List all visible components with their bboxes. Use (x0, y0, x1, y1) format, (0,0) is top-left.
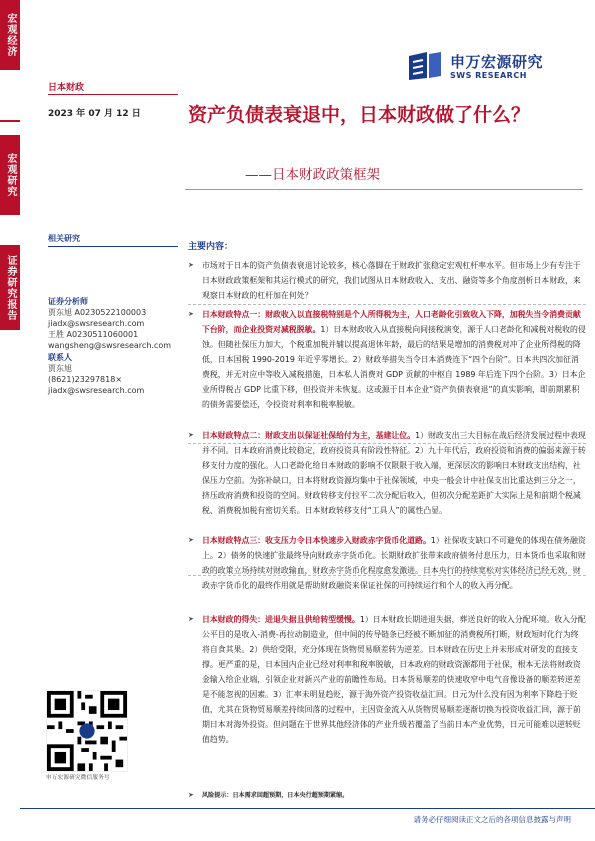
qr-code-icon (46, 690, 128, 772)
left-sidebar (0, 0, 20, 841)
report-subtitle: ——日本财政政策框架 (245, 167, 380, 183)
footer-disclaimer: 请务必仔细阅读正文之后的各项信息披露与声明 (413, 815, 571, 824)
point-three-heading: 日本财政特点三：收支压力令日本快速步入财政赤字货币化道路。 (202, 536, 431, 545)
logo-subtitle: SWS RESEARCH (450, 71, 527, 80)
related-research-label: 相关研究 (48, 234, 80, 243)
risk-heading: 风险提示： (202, 792, 233, 799)
contents-label: 主要内容： (188, 242, 234, 252)
gains-losses-heading: 日本财政的得失：进退失据且供给转型缓慢。 (202, 615, 360, 624)
contact-line: jiadx@swsresearch.com (48, 386, 145, 395)
intro-text: 市场对于日本的资产负债表衰退讨论较多，核心落脚在于财政扩张稳定宏观杠杆率水平。但市场上少有专注于日本财政政策框架和其运行模式的研究，我们试图从日本财政收入、支出、融资等多个角度剖析日本财政，来观察日本财政的杠杆加在何处？ (202, 261, 581, 300)
logo-title: 申万宏源研究 (450, 53, 544, 71)
footer-divider (20, 808, 595, 809)
bullet-arrow-icon: ➤ (188, 536, 194, 544)
sidebar-tab-label: 宏观研究 (5, 153, 16, 197)
analyst-line: jiadx@swsresearch.com (48, 319, 145, 328)
bullet-arrow-icon: ➤ (188, 310, 194, 318)
contact-line: 贾东旭 (48, 364, 72, 373)
point-three-paragraph (188, 533, 586, 593)
report-category: 日本财政 (48, 83, 85, 93)
sidebar-tab-macro-research (0, 135, 20, 215)
sidebar-tab-securities-report (0, 245, 20, 330)
gains-losses-body: 1）日本财政长期进退失据，葬送良好的收入分配环境。收入分配公平目的是收入-消费-再拉动制造业，但中间的传导链条已经被不断加征的消费税所打断，财政短时化行为终将自食其果。2）供给受限，充分体现在货物贸易顺差转为逆差。日本财政在历史上并未形成对研发的直接支撑。更严重的是，日本国内企业已经对利率和税率脱敏，日本政府的财政资源都用于社保，根本无法将财政资金输入给企业端，引领企业对新兴产业的前瞻性布局。日本货易顺差的快速收窄中电气音像设备的顺差转逆差是不能忽视的因素。3）汇率未明显趋贬，源于海外资产投资收益汇回。日元为什么没有因为利率下降趋于贬值，尤其在货物贸易顺差持续回落的过程中，主因资金流入从货物贸易顺差逐渐切换为投资收益汇回，源于前期日本对海外投资。但问题在于世界其他经济体的产业升级若覆盖了当前日本产业优势，日元可能难以逆转贬值趋势。 (202, 615, 586, 744)
point-two-paragraph (188, 428, 586, 518)
point-three-body: 1）社保收支缺口不可避免的体现在债务融资上。2）债务的快速扩张最终导向财政赤字货币化。长期财政扩张带来政府债务付息压力，日本货币也采取和财政的政策立场持续对财政输血，财政赤字货币化程度愈发激进。日本央行的持续宽松对实体经济已经无效，财政赤字货币化的最终作用就是帮助财政融资来保证社保的可持续运行和个人的收入再分配。 (202, 536, 586, 590)
section-divider (188, 304, 586, 305)
bullet-arrow-icon: ➤ (188, 791, 194, 799)
sidebar-tab-label: 证券研究报告 (5, 254, 16, 321)
sidebar-tab-label: 宏观经济 (5, 13, 16, 57)
point-one-paragraph (188, 307, 586, 412)
category-underline (48, 94, 178, 95)
point-one-heading: 日本财政特点一：财政收入以直接税特别是个人所得税为主，人口老龄化引致收入下降，加税失当令消费贡献下台阶，而企业投资对减税脱敏。 (202, 310, 581, 334)
title-divider (185, 189, 583, 190)
bullet-arrow-icon: ➤ (188, 431, 194, 439)
report-date: 2023 年 07 月 12 日 (48, 109, 141, 119)
sidebar-divider (0, 120, 20, 122)
contact-line: (8621)23297818× (48, 375, 123, 384)
point-one-body: 1）日本财政收入从直接税向间接税演变，源于人口老龄化和减税对税收的侵蚀。但随社保压力加大，个税重加税并辅以提高退休年龄，最后的结果是增加的消费税对冲了企业所得税的降低，日本国税 1990-2019 年近乎零增长。2）财政举措失当令日本消费连下“四个台阶”。日本共四次加征消费税，并无对应中等收入减税措施，日本私人消费对 GDP 贡献的中枢自 1989 年后连下四个台阶。3）日本企业所得税占 GDP 比重下移，但投资并未恢复。这或源于日本企业“资产负债表衰退”的真实影响，即前期累积的债务需要偿还，令投资对利率和税率脱敏。 (202, 325, 586, 409)
contact-label: 联系人 (48, 353, 72, 362)
bullet-arrow-icon: ➤ (188, 615, 194, 623)
analysts-label: 证券分析师 (48, 297, 88, 306)
analyst-line: 贾东旭 A0230522100003 (48, 308, 147, 317)
risk-body: 日本需求回超预期，日本央行超预期紧缩。 (232, 792, 349, 799)
qr-label: 申万宏源研究微信服务号 (46, 775, 110, 781)
bullet-arrow-icon: ➤ (188, 261, 194, 269)
gains-losses-paragraph (188, 612, 586, 747)
sidebar-tab-macro-economy (0, 0, 20, 70)
related-divider (48, 246, 178, 247)
report-title: 资产负债表衰退中，日本财政做了什么？ (188, 104, 531, 126)
point-two-body: 1）财政支出三大目标在战后经济发展过程中表现并不同。日本政府消费比较稳定，政府投资具有阶段性特征。2）九十年代后，政府投资和消费的偏弱来源于转移支付力度的强化。人口老龄化给日本财政的影响不仅限限于收入端，更深层次的影响日本财政支出结构，社保压力空前。为弥补缺口，日本将财政资源均集中于社保领域，中央一般会计中社保支出比重达到三分之一，挤压政府消费和投资的空间。财政转移支付拉平二次分配后收入，但初次分配差距扩大实际上是和前期个税减税、消费税加税有密切关系。日本财政转移支付“工具人”的属性凸显。 (202, 431, 586, 515)
analyst-line: 王胜 A0230511060001 (48, 330, 139, 339)
analyst-line: wangsheng@swsresearch.com (48, 341, 172, 350)
risk-paragraph (188, 790, 586, 801)
sws-logo-icon (405, 50, 445, 82)
intro-paragraph (188, 258, 586, 303)
point-two-heading: 日本财政特点二：财政支出以保证社保给付为主，基建让位。 (202, 431, 416, 440)
